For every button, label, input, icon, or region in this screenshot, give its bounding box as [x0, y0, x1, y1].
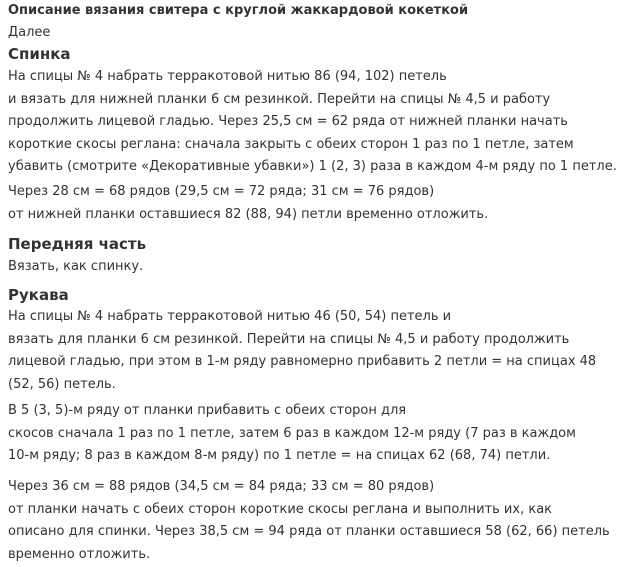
text-line: На спицы № 4 набрать терракотовой нитью 46 (50, 54) петель и: [8, 309, 452, 324]
text-line: временно отложить.: [8, 546, 151, 562]
text-line: На спицы № 4 набрать терракотовой нитью 86 (94, 102) петель: [8, 69, 447, 84]
document-title: Описание вязания свитера с круглой жаккардовой кокеткой: [8, 3, 469, 18]
text-line: лицевой гладью, при этом в 1-м ряду равномерно прибавить 2 петли = на спицах 48: [8, 354, 597, 369]
sleeves-paragraph-1: [8, 306, 630, 396]
text-line: убавить (смотрите «Декоративные убавки») 1 (2, 3) раза в каждом 4-м ряду по 1 петле.: [8, 159, 617, 174]
sleeves-paragraph-2: [8, 400, 630, 468]
text-line: Через 36 см = 88 рядов (34,5 см = 84 ряда; 33 см = 80 рядов): [8, 479, 435, 494]
text-line: и вязать для нижней планки 6 см резинкой. Перейти на спицы № 4,5 и работу: [8, 91, 551, 107]
section-heading-front: Передняя часть: [8, 235, 147, 253]
text-line: от нижней планки оставшиеся 82 (88, 94) петли временно отложить.: [8, 206, 489, 222]
text-line: (52, 56) петель.: [8, 376, 116, 392]
sleeves-paragraph-3: [8, 476, 630, 566]
section-heading-back: Спинка: [8, 45, 71, 63]
text-line: Вязать, как спинку.: [8, 259, 144, 274]
text-line: продолжить лицевой гладью. Через 25,5 см = 62 ряда от нижней планки начать: [8, 114, 568, 129]
text-line: 10-м ряду; 8 раз в каждом 8-м ряду) по 1 петле = на спицах 62 (68, 74) петли.: [8, 448, 551, 463]
text-line: короткие скосы реглана: сначала закрыть с обеих сторон 1 раз по 1 петле, затем: [8, 136, 574, 152]
text-line: скосов сначала 1 раз по 1 петле, затем 6 раз в каждом 12-м ряду (7 раз в каждом: [8, 425, 576, 441]
more-link[interactable]: Далее: [8, 25, 51, 40]
section-heading-sleeves: Рукава: [8, 286, 69, 304]
text-line: описано для спинки. Через 38,5 см = 94 ряда от планки оставшиеся 58 (62, 66) петель: [8, 524, 610, 539]
back-paragraph-2: [8, 181, 630, 226]
text-line: вязать для планки 6 см резинкой. Перейти на спицы № 4,5 и работу продолжить: [8, 331, 570, 347]
back-paragraph-1: [8, 66, 630, 179]
text-line: Через 28 см = 68 рядов (29,5 см = 72 ряда; 31 см = 76 рядов): [8, 184, 435, 199]
front-paragraph-1: [8, 256, 630, 279]
text-line: от планки начать с обеих сторон короткие скосы реглана и выполнить их, как: [8, 501, 553, 517]
text-line: В 5 (3, 5)-м ряду от планки прибавить с обеих сторон для: [8, 403, 407, 418]
